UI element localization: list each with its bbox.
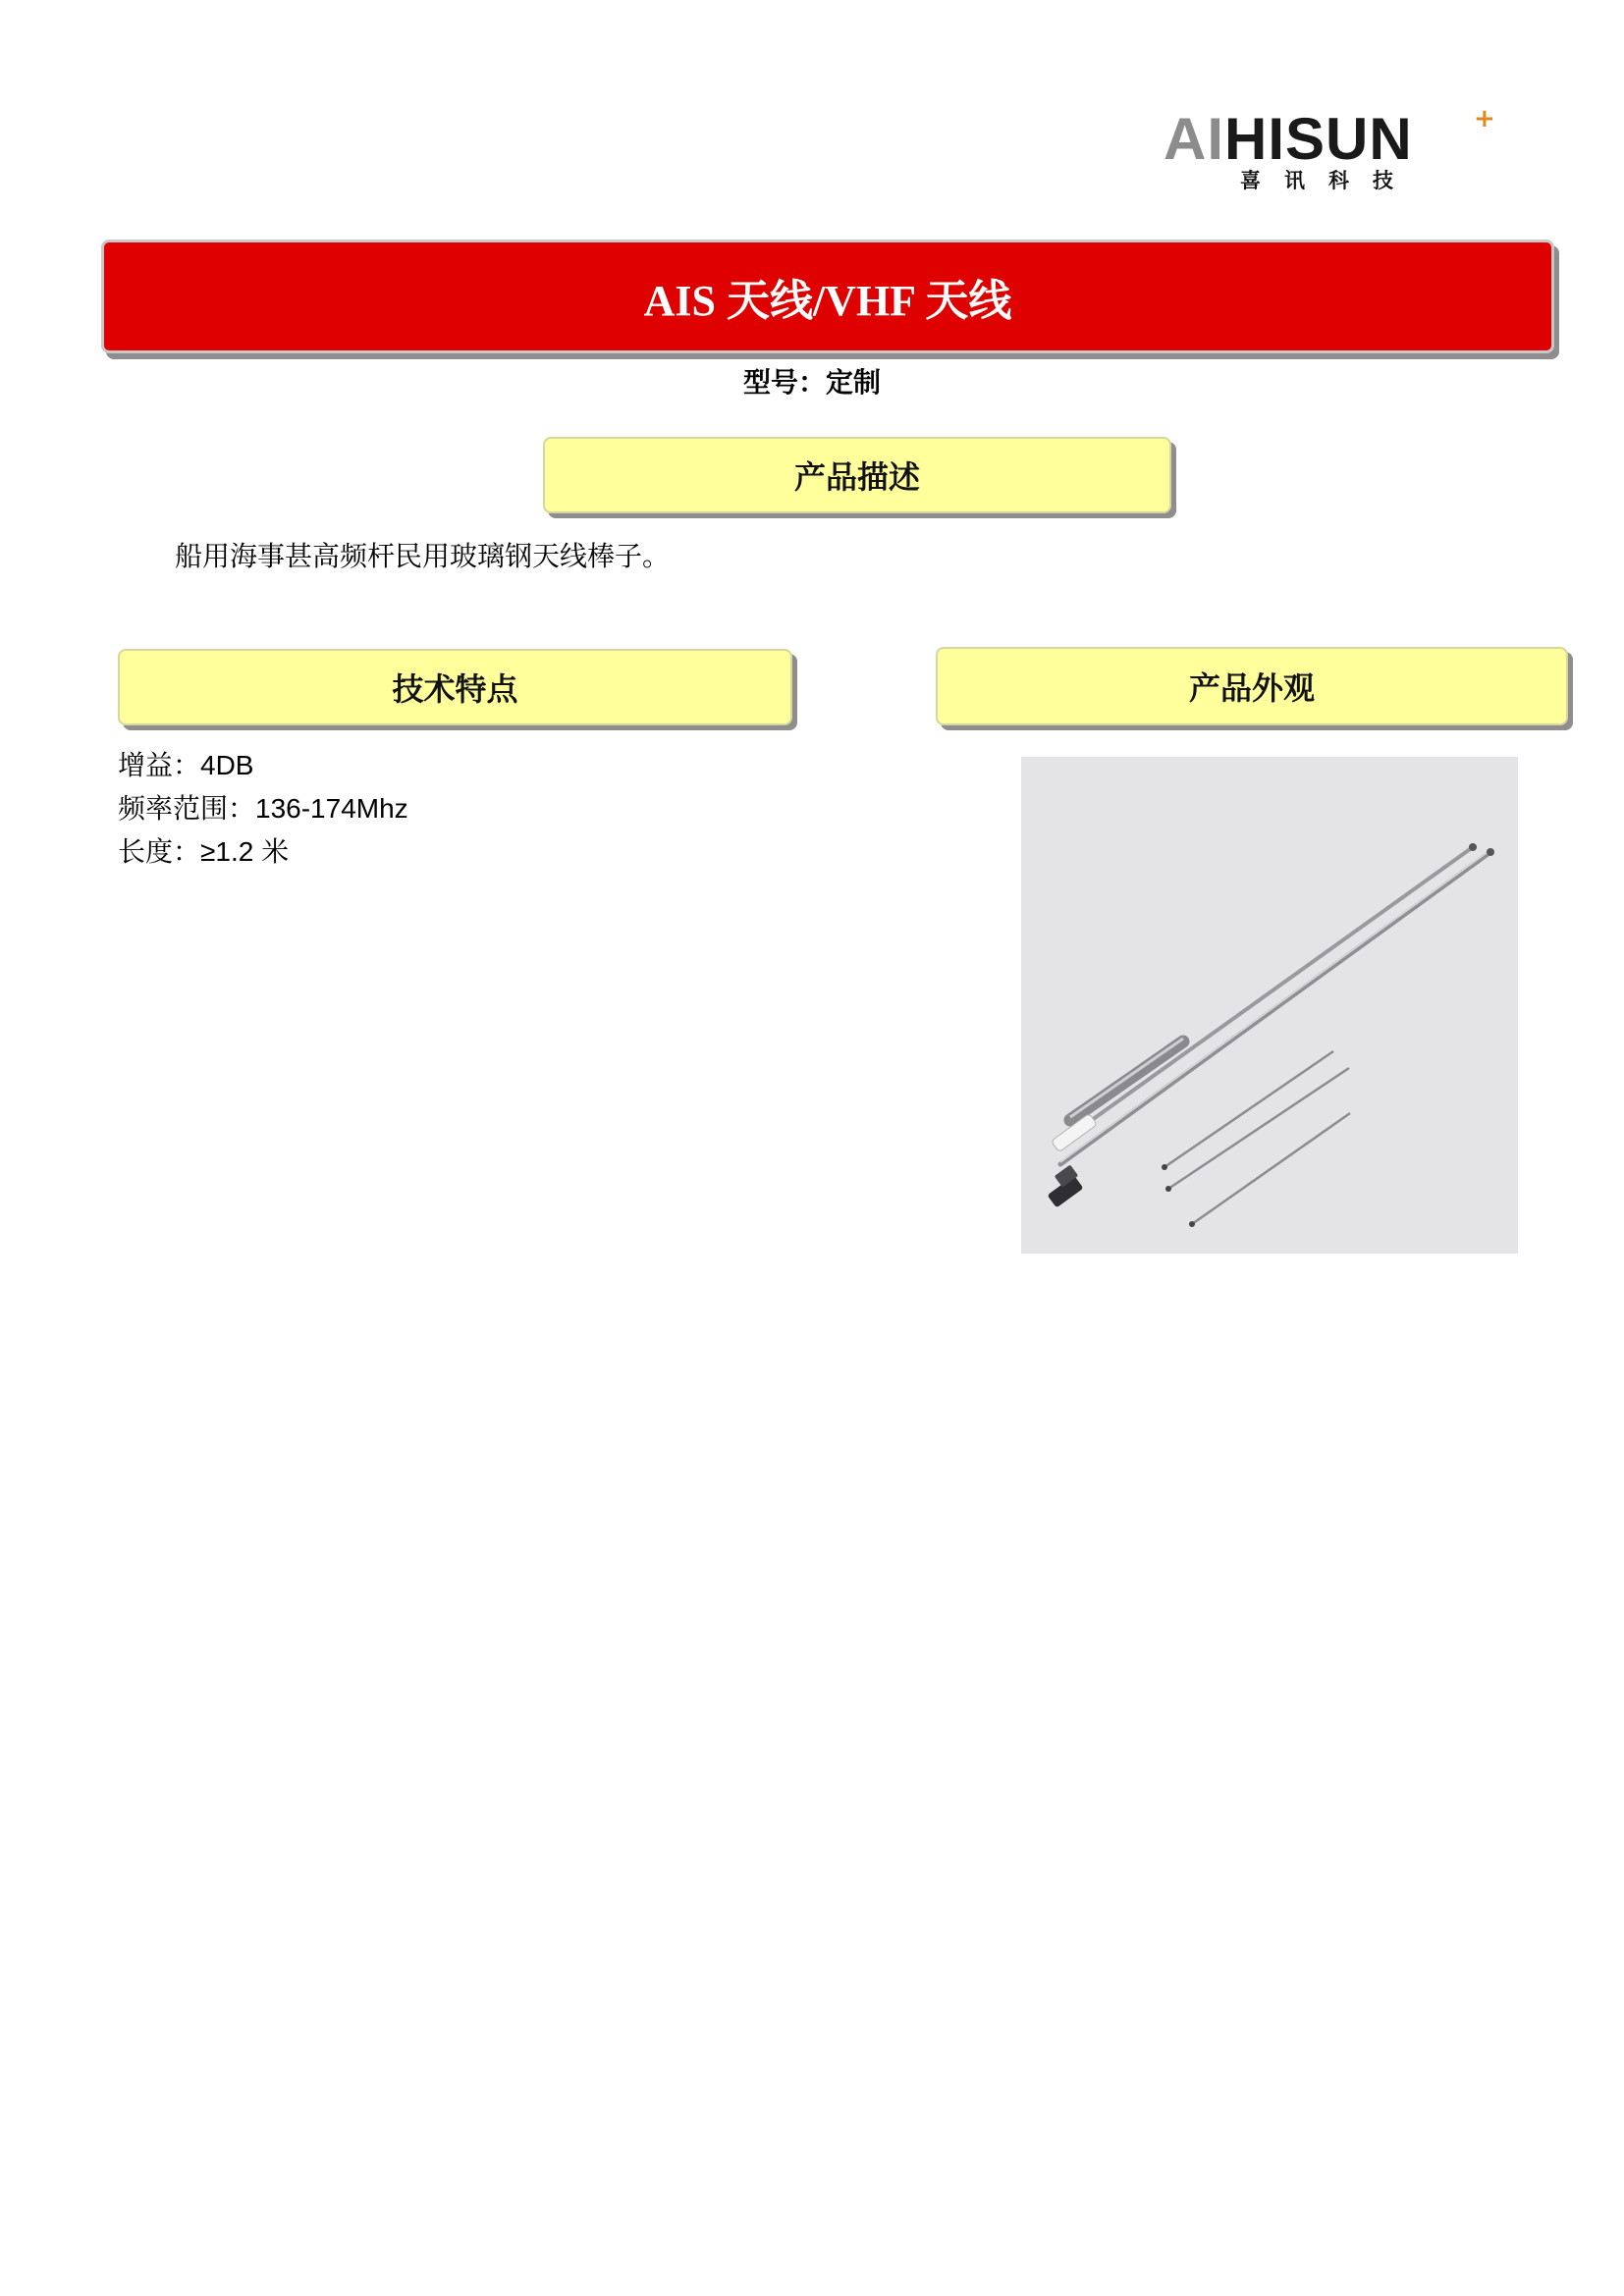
logo-wordmark: [1164, 106, 1413, 172]
section-heading-tech: 技术特点: [118, 649, 792, 725]
section-heading-description: 产品描述: [543, 437, 1171, 513]
antenna-illustration: [1021, 757, 1518, 1254]
spec-row-length: [118, 830, 289, 874]
title-banner: [101, 240, 1554, 353]
page-title: AIS 天线/VHF 天线: [643, 277, 1012, 325]
logo-main: HISUN: [1224, 106, 1413, 172]
spec-label: 长度：: [118, 835, 201, 868]
spec-row-gain: [118, 744, 253, 787]
logo-plus-mark: +: [1474, 104, 1495, 133]
spec-label: 增益：: [118, 749, 201, 781]
product-photo: [1021, 757, 1518, 1254]
spec-value: 4DB: [200, 750, 254, 780]
logo-subtitle: 喜讯科技: [1240, 169, 1417, 192]
model-line: 型号：定制: [742, 366, 881, 399]
spec-value: ≥1.2 米: [200, 836, 290, 867]
spec-row-frequency: [118, 787, 408, 830]
company-logo: [1164, 104, 1517, 198]
section-heading-appearance: 产品外观: [936, 647, 1568, 725]
spec-value: 136-174Mhz: [255, 793, 408, 824]
logo-prefix: AI: [1164, 106, 1224, 172]
spec-label: 频率范围：: [118, 792, 256, 825]
description-text: 船用海事甚高频杆民用玻璃钢天线棒子。: [175, 540, 671, 572]
